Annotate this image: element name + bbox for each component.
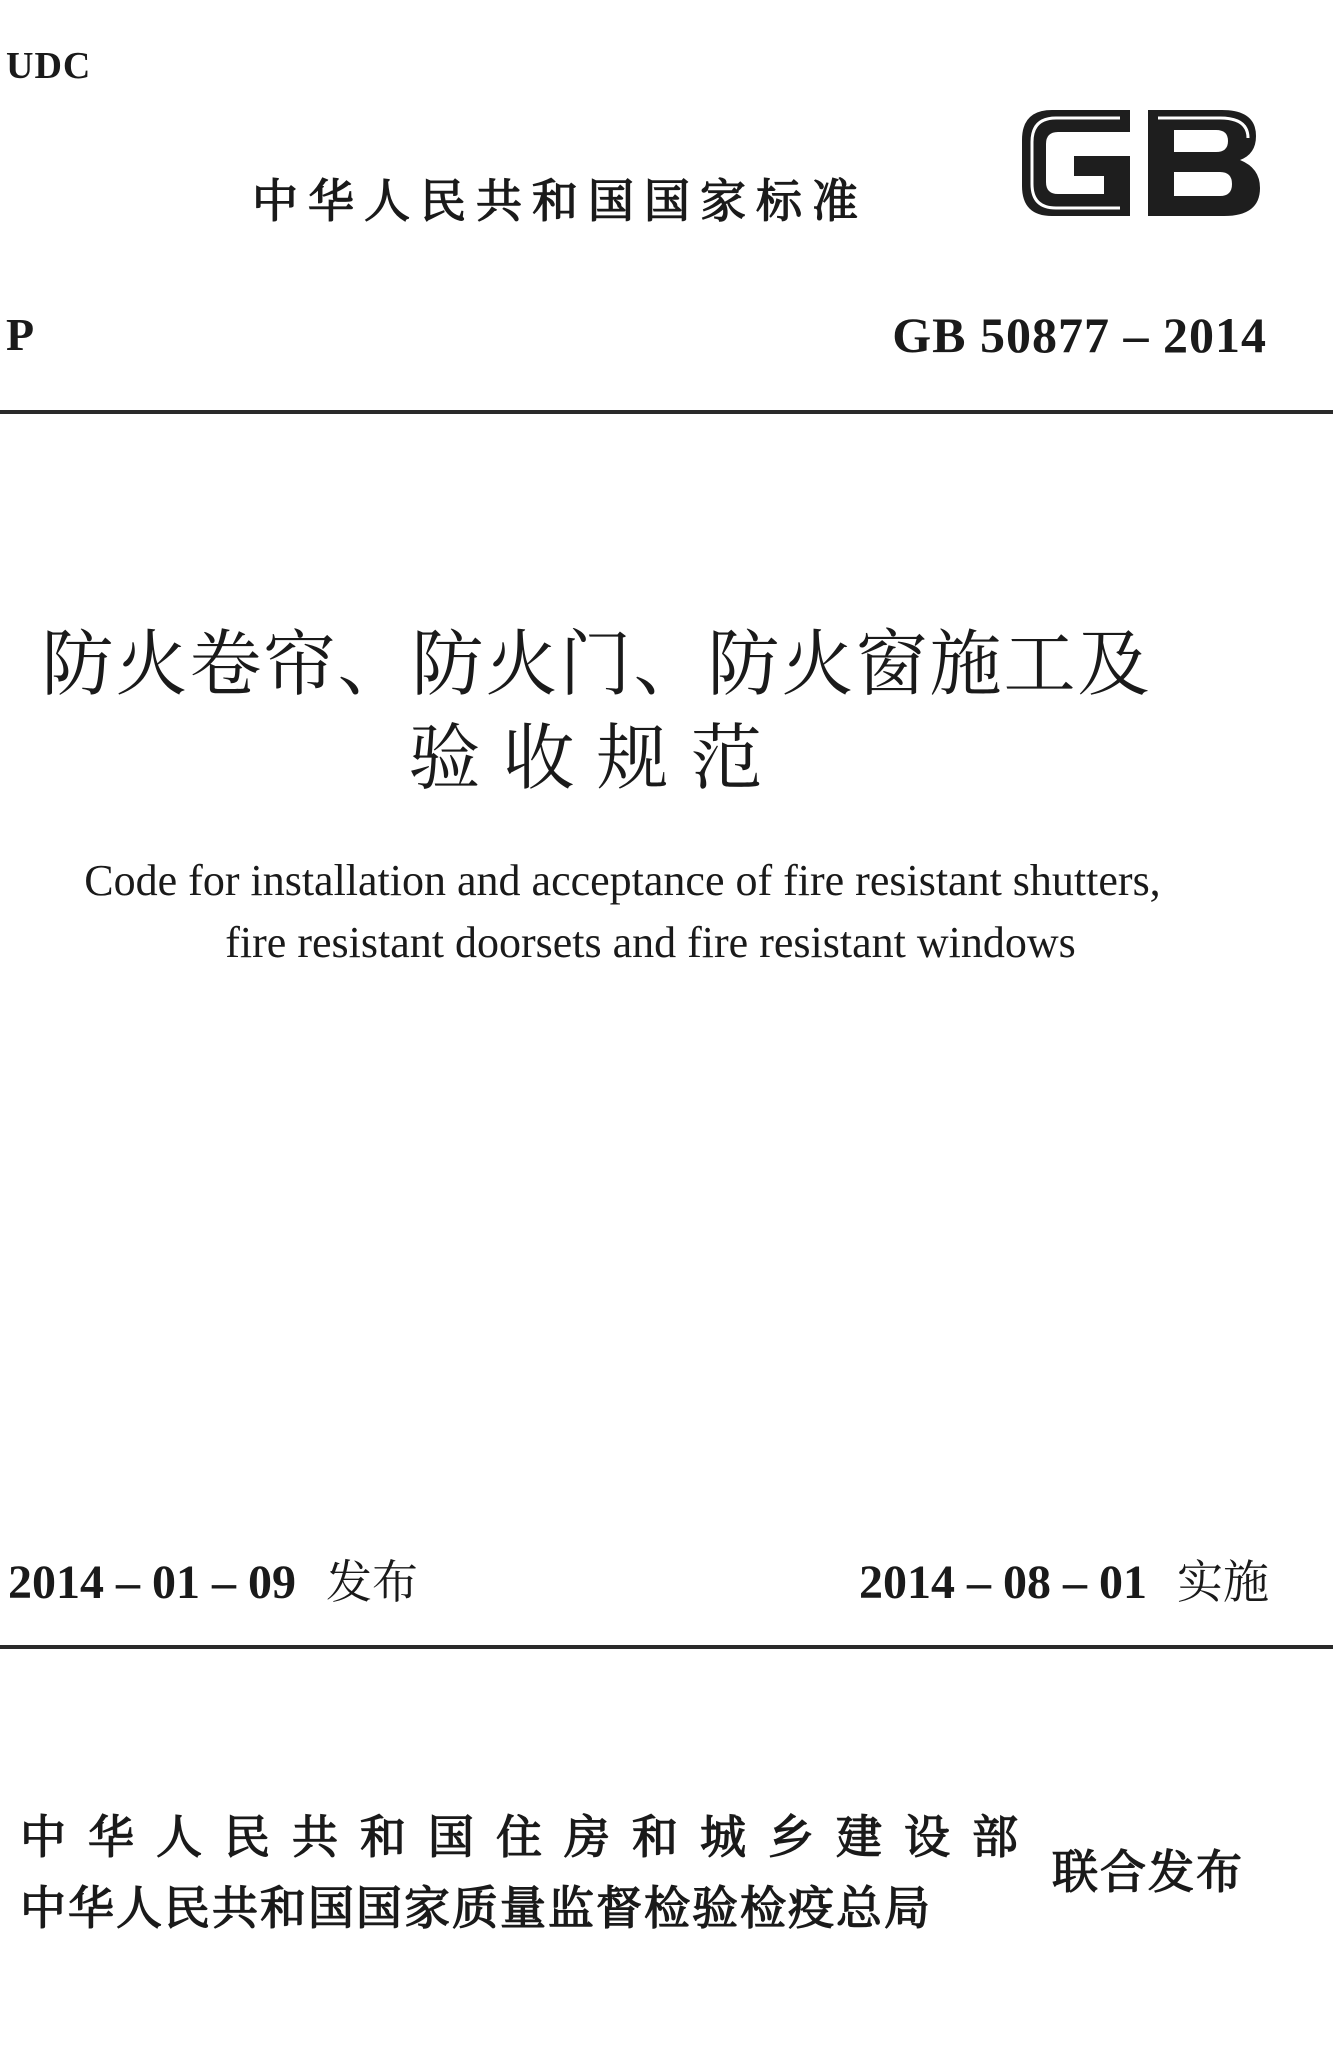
joint-publish-label: 联合发布 xyxy=(1052,1845,1244,1899)
udc-label: UDC xyxy=(6,45,92,87)
national-standard-heading: 中华人民共和国国家标准 xyxy=(252,174,868,228)
effective-date-label: 实施 xyxy=(1177,1555,1269,1609)
effective-date xyxy=(859,1546,1269,1612)
title-cn-line1: 防火卷帘、防火门、防火窗施工及 xyxy=(41,622,1152,706)
publisher-line1: 中华人民共和国住房和城乡建设部 xyxy=(20,1810,1040,1864)
effective-date-value: 2014 – 08 – 01 xyxy=(859,1556,1147,1609)
top-divider xyxy=(0,410,1333,414)
title-en-line1: Code for installation and acceptance of fire resistant shutters, xyxy=(84,856,1161,905)
issue-date-value: 2014 – 01 – 09 xyxy=(8,1556,296,1609)
gb-logo xyxy=(1012,96,1270,230)
issue-date xyxy=(8,1546,418,1612)
title-cn-line2: 验收规范 xyxy=(408,716,785,800)
publisher-line2: 中华人民共和国国家质量监督检验检疫总局 xyxy=(20,1881,932,1935)
issue-date-label: 发布 xyxy=(326,1555,418,1609)
category-code: P xyxy=(6,309,35,360)
title-en-line2: fire resistant doorsets and fire resistant windows xyxy=(225,918,1076,967)
bottom-divider xyxy=(0,1645,1333,1649)
standard-number: GB 50877 – 2014 xyxy=(892,307,1267,363)
